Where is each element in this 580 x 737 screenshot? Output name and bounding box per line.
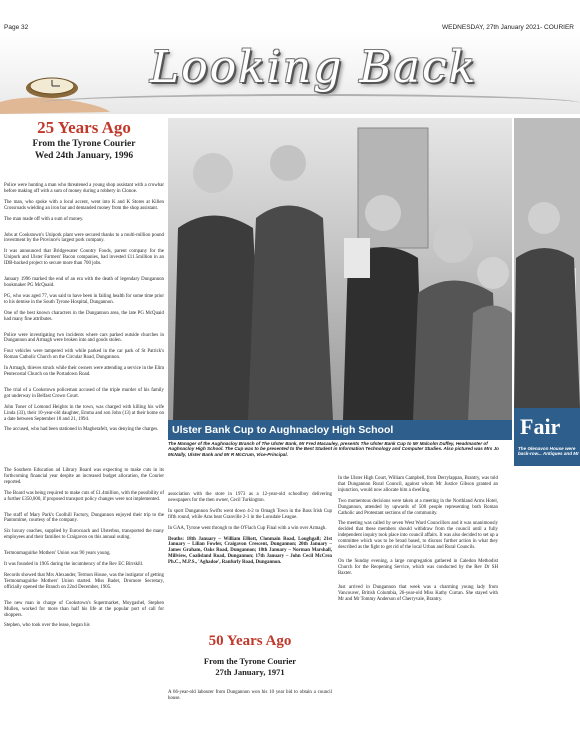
looking-back-banner [0,32,580,114]
photo-illustration [168,118,512,420]
paragraph: A 66-year-old labourer from Dungannon won his 10 year bid to obtain a council house. [168,690,332,701]
right-photo-illustration [514,118,580,408]
paragraph: Jobs at Cookstown's Unipork plant were secured thanks to a multi-million pound investment by the Province's largest pork company. [4,232,164,244]
paragraph: association with the store in 1973 as a 12-year-old schoolboy delivering newspapers for the then owner, Cecil Turkington. [168,492,332,503]
paragraph: The staff of Mary Park's Coolhill Factory, Dungannon enjoyed their trip to the Pantomime, courtesy of the company. [4,512,164,524]
paragraph: Six luxury coaches, supplied by Eurocoach and Ulsterbus, transported the many employees and their families to Craigavon on this annual outing. [4,529,164,541]
paragraph: In sport Dungannon Swifts went down 4-2 to Omagh Town in the Bass Irish Cup fifth round, while Aras beat Granville 2-1 in the Lonsdale League. [168,508,332,520]
date-line: WEDNESDAY, 27th January 2021- COURIER [442,24,574,31]
paragraph: January 1996 marked the end of an era with the death of legendary Dungannon bookmaker PG McQuaid. [4,277,164,288]
paragraph: One of the best known characters in the Dungannon area, the late PG McQuaid had many fine attributes. [4,310,164,322]
section-25-title: 25 Years Ago [37,118,131,137]
section-25-body [4,183,164,438]
paragraph: The meeting was called by seven West Ward Councillors and it was unanimously decided that these members should withdraw from the council until a fully independent inquiry took place into council affairs. It was also decided to set up a committee which was to be broad based, to discuss further action in what they described as the fight to get rid of the local Urban and Rural Councils. [338,521,498,551]
right-partial-photo [514,118,580,408]
ulster-bank-cup-photo [168,118,512,420]
section-50-title: 50 Years Ago [208,633,292,649]
paragraph: Just arrived in Dungannon that week was a charming young lady from Vancouver, British Columbia, 26-year-old Miss Kathy Curran. She stayed with Mr and Mr Tommy Anderson of Cherryvale, Brantry. [338,584,498,602]
paragraph: Four vehicles were tampered with while parked in the car park of St Patrick's Roman Catholic Church on the Circular Road, Dungannon. [4,349,164,361]
paragraph: John Toner of Lomond Heights in the town, was charged with killing his wife Linda (33), their 10-year-old daughter, Emma and son John (13) at their home on a date between September 18 and 21, 1994. [4,404,164,422]
paragraph: The man made off with a sum of money. [4,216,84,222]
section-50-body [168,690,332,707]
paragraph: Termonmaguirke Mothers' Union was 90 years young. [4,551,111,557]
deaths-notice: Deaths: 18th January – William Elliott, Clonmain Road, Loughgall; 21st January – Lilian Fowler, Craigavon Crescent, Dungannon; 20th January – James Graham, Oaks Road, Dungannon; 18th January – Norman Marshall, Millview, Coalisland Road, Dungannon; 17th January – John Cecil McCrea Ph.C., M.P.S., 'Aghadoe', Ranfurly Road, Dungannon. [168,536,332,566]
paragraph: The accused, who had been stationed in Magherafelt, was denying the charges. [4,427,159,433]
banner-swoosh [40,94,580,112]
fair-text: The Glenavon House were back-row... Antiques and Mr [518,446,579,457]
paragraph: In Armagh, thieves struck while their owners were attending a service in the Elim Pentecostal Church on the Portadown Road. [4,366,164,378]
section-25-source: From the Tyrone Courier [32,139,136,149]
photo-caption-title: Ulster Bank Cup to Aughnacloy High School [168,420,512,440]
paragraph: PG, who was aged 77, was said to have been in failing health for some time prior to his demise in the South Tyrone Hospital, Dungannon. [4,293,164,305]
bottom-middle-column [168,492,332,571]
photo-caption-text: The Manager of the Aughnacloy Branch of The Ulster Bank, Mr Fred Macauley, presents The Ulster Bank Cup to Mr Malcolm Duffey, Headmaster of Aughnacloy High School. The Cup was to be presented to the Best Student in Information Technology and Computer Studies. Also pictured was Mrs Jo McNally, Ulster Bank and Mr R McCrum, Vice-Principal. [168,441,499,457]
paragraph: It was founded in 1905 during the incumbency of the Rev EC Birrskill. [4,562,144,568]
paragraph: The Southern Education ad Library Board was expecting to make cuts in its forthcoming financial year despite an increased budget allocation, the Courier reported. [4,468,164,485]
bottom-left-column [4,468,164,634]
banner-title: Looking Back [150,42,478,93]
paragraph: Police were investigating two incidents where cars parked outside churches in Dungannon and Armagh were broken into and goods stolen. [4,332,164,344]
page-header [0,0,580,30]
fair-title: Fair [520,414,561,439]
paragraph: Two momentous decisions were taken at a meeting in the Northland Arms Hotel, Dungannon, attended by upwards of 500 people representing both Roman Catholic and Protestant sections of the community. [338,498,498,516]
section-50-date: 27th January, 1971 [215,666,285,677]
paragraph: The new man in charge of Cookstown's Supermarket, Moygashel, Stephen Mullen, worked for more than half his life at the popular port of call for shoppers. [4,600,164,618]
fair-teaser-box [514,408,580,466]
section-25-heading [4,118,164,162]
paragraph: The trial of a Cookstown policeman accused of the triple murder of his family got underway in Belfast Crown Court. [4,387,164,399]
section-50-source: From the Tyrone Courier [203,656,297,666]
paragraph: Records showed that Mrs Alexander, Termon House, was the instigator of getting Termonmaguirke Mothers' Union started. Miss Bader, Dromore Secretary, officially opened the Branch on 22nd December, 1905. [4,572,164,590]
paragraph: On the Sunday evening, a large congregation gathered in Caledon Methodist Church for the Reopening Service, which was conducted by the Rev Dr SH Baxter. [338,558,498,576]
section-25-date: Wed 24th January, 1996 [34,151,134,161]
paragraph: In the Ulster High Court, William Campbell, from Derrylappan, Brantry, was told that Dungannon Rural Council, against whom Mr Justice Gibson granted an injunction, would now allocate him a dwelling. [338,476,498,493]
paragraph: It was announced that Bridgewater Country Foods, parent company for the Unipork and Ulster Farmers' Bacon companies, had invested £11.5million in an IDB-backed project to secure more than 700 jobs. [4,249,164,267]
page-number: Page 32 [4,24,29,31]
paragraph: The Board was being required to make cuts of £1.4million, with the possibility of a further £350,000, if proposed transport policy changes were not implemented. [4,490,164,502]
section-50-heading [168,632,332,677]
paragraph: The man, who spoke with a local accent, went into K and K Stores at Killen Crossroads wielding an iron bar and demanded money from the shop assistant. [4,199,164,211]
paragraph: In GAA, Tyrone went through to the O'Fiach Cup Final with a win over Armagh. [168,525,327,531]
bottom-right-column-1 [338,476,498,607]
paragraph: Police were hunting a man who threatened a young shop assistant with a crowbar before making off with a sum of money during a robbery in Clonoe. [4,183,164,194]
paragraph: Stephen, who took over the lease, began his [4,623,90,629]
